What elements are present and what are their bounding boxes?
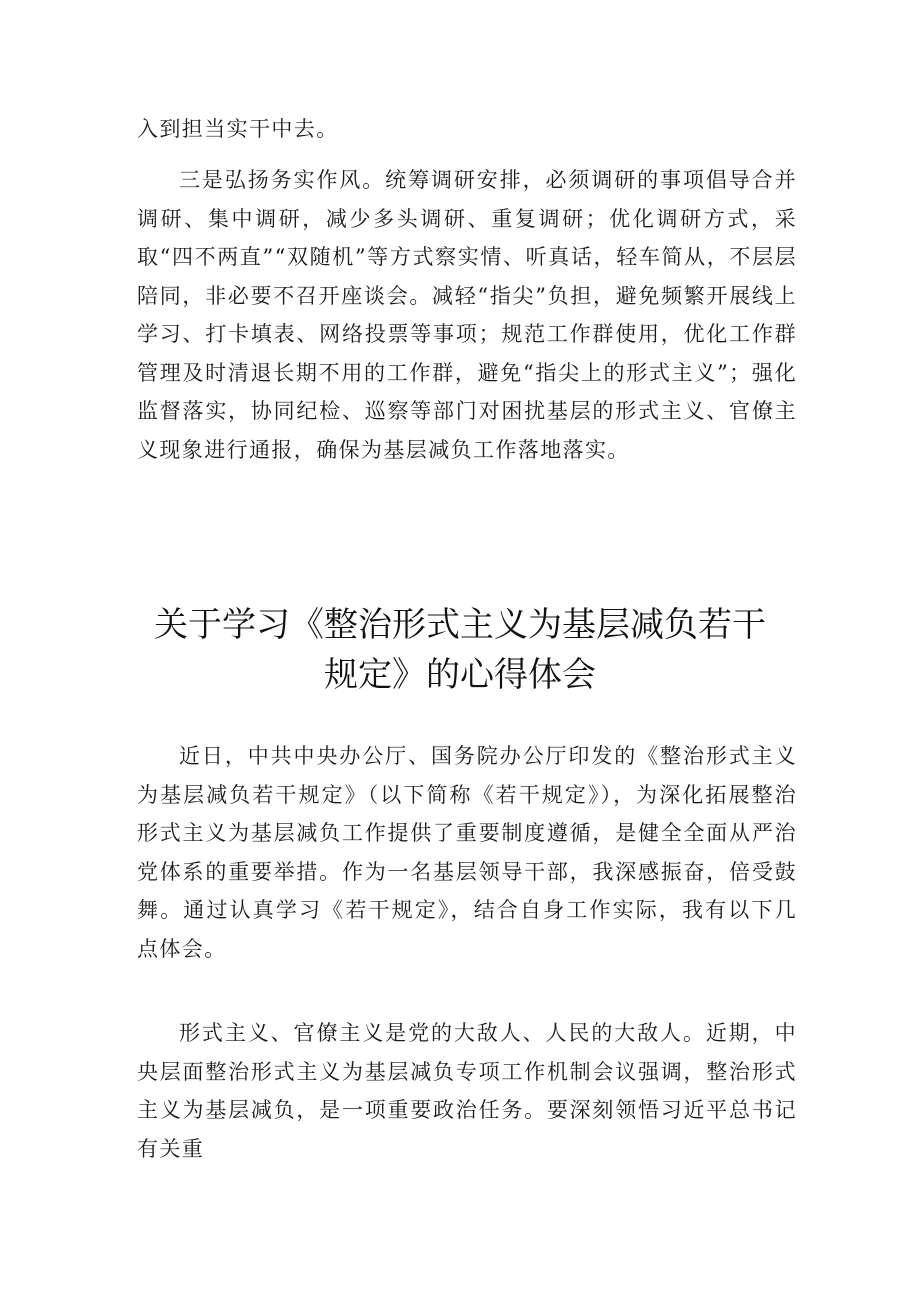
article-title-line-2: 规定》的心得体会 [324, 655, 596, 695]
paragraph-intro: 近日，中共中央办公厅、国务院办公厅印发的《整治形式主义为基层减负若干规定》（以下简称《若干规定》），为深化拓展整治形式主义为基层减负工作提供了重要制度遵循，是健全全面从严治党体系的重要举措。作为一名基层领导干部，我深感振奋，倍受鼓舞。通过认真学习《若干规定》，结合自身工作实际，我有以下几点体会。 [137, 744, 797, 961]
paragraph-point-three: 三是弘扬务实作风。统筹调研安排，必须调研的事项倡导合并调研、集中调研，减少多头调研、重复调研；优化调研方式，采取“四不两直”“双随机”等方式察实情、听真话，轻车简从，不层层陪同，非必要不召开座谈会。减轻“指尖”负担，避免频繁开展线上学习、打卡填表、网络投票等事项；规范工作群使用，优化工作群管理及时清退长期不用的工作群，避免“指尖上的形式主义”；强化监督落实，协同纪检、巡察等部门对困扰基层的形式主义、官僚主义现象进行通报，确保为基层减负工作落地落实。 [137, 168, 797, 462]
article-title [120, 600, 800, 700]
paragraph-body-start: 形式主义、官僚主义是党的大敌人、人民的大敌人。近期，中央层面整治形式主义为基层减负专项工作机制会议强调，整治形式主义为基层减负，是一项重要政治任务。要深刻领悟习近平总书记有关重 [137, 1021, 797, 1161]
article-title-line-1: 关于学习《整治形式主义为基层减负若干 [154, 605, 766, 645]
paragraph-continuation: 入到担当实干中去。 [137, 117, 339, 141]
